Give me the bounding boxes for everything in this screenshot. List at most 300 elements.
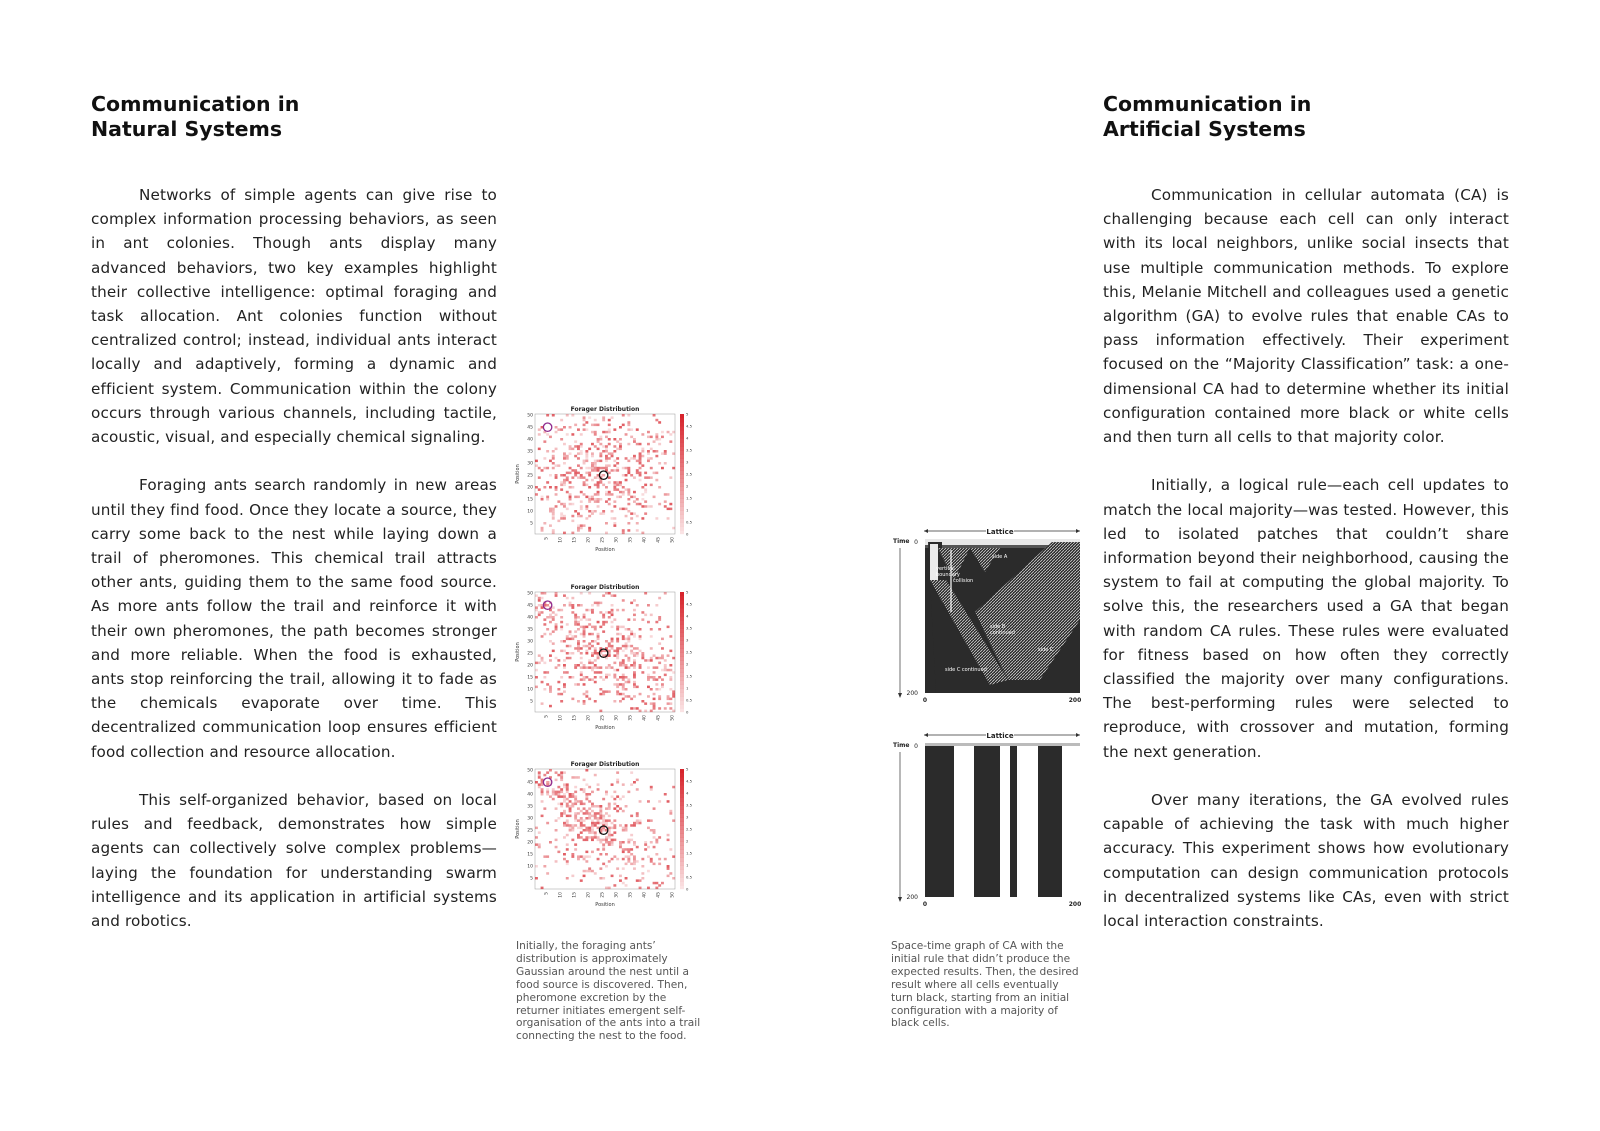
heat-cell	[538, 654, 541, 657]
heat-cell	[669, 503, 672, 506]
heat-cell	[630, 853, 633, 856]
heat-cell	[627, 491, 630, 494]
heat-cell	[541, 887, 544, 890]
heat-cell	[535, 827, 538, 830]
heat-cell	[636, 469, 639, 472]
heat-cell	[535, 616, 538, 619]
heat-cell	[583, 614, 586, 617]
heat-cell	[672, 786, 675, 789]
forager-plot-3	[513, 759, 698, 911]
heat-cell	[555, 819, 558, 822]
heat-cell	[608, 827, 611, 830]
colorbar-step	[680, 813, 684, 817]
heat-cell	[583, 788, 586, 791]
heat-cell	[546, 791, 549, 794]
heat-cell	[585, 452, 588, 455]
colorbar-step	[680, 426, 684, 430]
ca-annotation-side-b-cont-2: continued	[990, 630, 1015, 636]
heat-cell	[653, 863, 656, 866]
heat-cell	[622, 686, 625, 689]
heat-cell	[667, 669, 670, 672]
heat-cell	[613, 481, 616, 484]
heat-cell	[625, 676, 628, 679]
colorbar-tick-label: 3	[686, 814, 689, 820]
heat-cell	[616, 779, 619, 782]
time-label-1: Time	[893, 538, 910, 545]
heat-cell	[633, 674, 636, 677]
heat-cell	[552, 618, 555, 621]
heat-cell	[594, 602, 597, 605]
heat-cell	[557, 786, 560, 789]
heat-cell	[613, 798, 616, 801]
heat-cell	[664, 666, 667, 669]
colorbar-tick-label: 1.5	[686, 495, 693, 501]
heat-cell	[647, 452, 650, 455]
x-tick-label: 25	[600, 892, 606, 898]
y-tick-label: 5	[530, 876, 533, 882]
heat-cell	[602, 848, 605, 851]
heat-cell	[591, 836, 594, 839]
heat-cell	[602, 616, 605, 619]
colorbar-step	[680, 793, 684, 797]
heat-cell	[549, 688, 552, 691]
heat-cell	[555, 839, 558, 842]
heat-cell	[571, 805, 574, 808]
heat-cell	[591, 640, 594, 643]
heat-cell	[611, 640, 614, 643]
heat-cell	[535, 836, 538, 839]
heat-cell	[583, 428, 586, 431]
heat-cell	[616, 690, 619, 693]
heat-cell	[622, 664, 625, 667]
heat-cell	[599, 512, 602, 515]
heat-cell	[588, 855, 591, 858]
x-tick-label: 35	[628, 892, 634, 898]
heat-cell	[664, 450, 667, 453]
right-title-line-1: Communication in	[1103, 92, 1312, 116]
heat-cell	[569, 793, 572, 796]
heat-cell	[647, 819, 650, 822]
heat-cell	[608, 642, 611, 645]
heat-cell	[577, 529, 580, 532]
colorbar-step	[680, 785, 684, 789]
heat-cell	[627, 681, 630, 684]
ca-annotation-side-a: side A	[992, 554, 1008, 560]
heat-cell	[669, 476, 672, 479]
heat-cell	[560, 438, 563, 441]
heat-cell	[613, 484, 616, 487]
heat-cell	[588, 645, 591, 648]
colorbar-step	[680, 865, 684, 869]
heat-cell	[650, 829, 653, 832]
heat-cell	[627, 855, 630, 858]
t0-label-2: 0	[914, 743, 918, 750]
heat-cell	[588, 659, 591, 662]
heat-cell	[616, 810, 619, 813]
heat-cell	[538, 662, 541, 665]
heat-cell	[555, 486, 558, 489]
heat-cell	[602, 431, 605, 434]
heat-cell	[619, 647, 622, 650]
heat-cell	[625, 433, 628, 436]
colorbar-step	[680, 466, 684, 470]
heat-cell	[588, 515, 591, 518]
x-axis-label: Position	[595, 547, 615, 553]
heat-cell	[594, 431, 597, 434]
heat-cell	[616, 650, 619, 653]
heat-cell	[583, 645, 586, 648]
heat-cell	[599, 602, 602, 605]
heat-cell	[583, 628, 586, 631]
heat-cell	[538, 476, 541, 479]
heat-cell	[599, 841, 602, 844]
heat-cell	[546, 450, 549, 453]
heat-cell	[613, 676, 616, 679]
heat-cell	[577, 457, 580, 460]
heat-cell	[563, 683, 566, 686]
heat-cell	[583, 678, 586, 681]
colorbar-step	[680, 600, 684, 604]
heat-cell	[543, 671, 546, 674]
heat-cell	[602, 594, 605, 597]
heat-cell	[627, 635, 630, 638]
heat-cell	[563, 800, 566, 803]
heat-cell	[538, 774, 541, 777]
heat-cell	[591, 510, 594, 513]
heat-cell	[594, 424, 597, 427]
heat-cell	[577, 604, 580, 607]
heat-cell	[555, 829, 558, 832]
heat-cell	[571, 606, 574, 609]
heat-cell	[641, 532, 644, 535]
heat-cell	[669, 635, 672, 638]
x-tick-label: 35	[628, 715, 634, 721]
heat-cell	[608, 424, 611, 427]
heat-cell	[557, 851, 560, 854]
heat-cell	[667, 867, 670, 870]
heat-cell	[644, 592, 647, 595]
heat-cell	[669, 707, 672, 710]
heat-cell	[538, 597, 541, 600]
heat-cell	[591, 633, 594, 636]
heat-cell	[566, 805, 569, 808]
heat-cell	[588, 592, 591, 595]
heat-cell	[622, 414, 625, 417]
heat-cell	[616, 496, 619, 499]
x-tick-label: 10	[558, 537, 564, 543]
ca-figure-1	[890, 520, 1085, 710]
heat-cell	[667, 839, 670, 842]
heat-cell	[650, 860, 653, 863]
heat-cell	[644, 710, 647, 713]
heat-cell	[633, 491, 636, 494]
colorbar-step	[680, 482, 684, 486]
heat-cell	[608, 491, 611, 494]
heat-cell	[653, 693, 656, 696]
heat-cell	[577, 515, 580, 518]
heat-cell	[552, 450, 555, 453]
heat-cell	[619, 846, 622, 849]
left-paragraph-1: Networks of simple agents can give rise to complex information processing behaviors, as seen in ant colonies. Though ants display many advanced behaviors, two key examples highlight their collective intelligence: optimal foraging and task allocation. Ant colonies function without centralized control; instead, individual ants interact locally and adaptively, forming a dynamic and efficient system. Communication within the colony occurs through various channels, including tactile, acoustic, visual, and especially chemical signaling.	[91, 186, 497, 447]
heat-cell	[535, 877, 538, 880]
heat-cell	[543, 807, 546, 810]
heat-cell	[552, 606, 555, 609]
heat-cell	[647, 436, 650, 439]
heat-cell	[577, 448, 580, 451]
heat-cell	[566, 786, 569, 789]
heat-cell	[639, 467, 642, 470]
heat-cell	[577, 428, 580, 431]
heat-cell	[613, 791, 616, 794]
heat-cell	[641, 652, 644, 655]
colorbar-tick-label: 3.5	[686, 447, 693, 453]
heat-cell	[672, 690, 675, 693]
colorbar-step	[680, 805, 684, 809]
heat-cell	[669, 669, 672, 672]
y-tick-label: 10	[527, 509, 533, 515]
ca-annotation-collision: collision	[953, 578, 974, 584]
heat-cell	[639, 628, 642, 631]
heat-cell	[546, 872, 549, 875]
colorbar-step	[680, 877, 684, 881]
heat-cell	[569, 493, 572, 496]
heat-cell	[585, 839, 588, 842]
heat-cell	[627, 443, 630, 446]
heat-cell	[602, 678, 605, 681]
heat-cell	[619, 496, 622, 499]
heat-cell	[622, 486, 625, 489]
heat-cell	[574, 630, 577, 633]
heat-cell	[611, 611, 614, 614]
heat-cell	[583, 460, 586, 463]
heat-cell	[583, 626, 586, 629]
heat-cell	[655, 517, 658, 520]
heat-cell	[555, 493, 558, 496]
tend-label-1: 200	[906, 690, 918, 697]
heat-cell	[594, 467, 597, 470]
colorbar-tick-label: 4	[686, 435, 689, 441]
heat-cell	[546, 683, 549, 686]
heat-cell	[608, 645, 611, 648]
heat-cell	[585, 472, 588, 475]
heat-cell	[613, 807, 616, 810]
heat-cell	[608, 472, 611, 475]
heat-cell	[613, 524, 616, 527]
x-tick-label: 45	[656, 715, 662, 721]
heat-cell	[555, 791, 558, 794]
heat-cell	[655, 683, 658, 686]
heat-cell	[549, 841, 552, 844]
heat-cell	[653, 831, 656, 834]
heat-cell	[639, 666, 642, 669]
heat-cell	[571, 433, 574, 436]
y-axis-label: Position	[515, 464, 521, 484]
heat-cell	[658, 657, 661, 660]
heat-cell	[616, 440, 619, 443]
heat-cell	[580, 657, 583, 660]
heat-cell	[644, 476, 647, 479]
heat-cell	[574, 824, 577, 827]
ca-spacetime-plot-2	[890, 724, 1085, 914]
x-tick-label: 15	[572, 537, 578, 543]
heat-cell	[608, 493, 611, 496]
heat-cell	[644, 472, 647, 475]
x-tick-label: 20	[586, 715, 592, 721]
heat-cell	[585, 783, 588, 786]
heat-cell	[639, 503, 642, 506]
y-tick-label: 25	[527, 828, 533, 834]
heat-cell	[630, 707, 633, 710]
heat-cell	[611, 452, 614, 455]
heat-cell	[538, 428, 541, 431]
heat-cell	[641, 517, 644, 520]
heat-cell	[630, 457, 633, 460]
heat-cell	[583, 484, 586, 487]
heat-cell	[555, 657, 558, 660]
heat-cell	[560, 512, 563, 515]
heat-cell	[538, 599, 541, 602]
heat-cell	[613, 505, 616, 508]
heat-cell	[605, 445, 608, 448]
heat-cell	[611, 834, 614, 837]
forager-figure-2	[513, 582, 698, 734]
heat-cell	[613, 486, 616, 489]
colorbar-step	[680, 612, 684, 616]
heat-cell	[619, 426, 622, 429]
heat-cell	[602, 863, 605, 866]
heat-cell	[594, 836, 597, 839]
heat-cell	[619, 438, 622, 441]
heat-cell	[597, 481, 600, 484]
heat-cell	[636, 443, 639, 446]
heat-cell	[633, 707, 636, 710]
x-axis-label: Position	[595, 725, 615, 731]
heat-cell	[585, 450, 588, 453]
colorbar-step	[680, 518, 684, 522]
heat-cell	[571, 604, 574, 607]
heat-cell	[619, 824, 622, 827]
heat-cell	[613, 674, 616, 677]
heat-cell	[585, 829, 588, 832]
heat-cell	[650, 819, 653, 822]
heat-cell	[605, 493, 608, 496]
heat-cell	[594, 805, 597, 808]
y-tick-label: 20	[527, 663, 533, 669]
heat-cell	[591, 467, 594, 470]
heat-cell	[622, 688, 625, 691]
heat-cell	[630, 512, 633, 515]
heat-cell	[541, 793, 544, 796]
heat-cell	[655, 479, 658, 482]
colorbar-step	[680, 510, 684, 514]
heat-cell	[639, 472, 642, 475]
heat-cell	[619, 448, 622, 451]
heat-cell	[658, 443, 661, 446]
heat-cell	[580, 662, 583, 665]
heat-cell	[588, 829, 591, 832]
heat-cell	[535, 676, 538, 679]
heat-cell	[669, 702, 672, 705]
heat-cell	[613, 460, 616, 463]
heat-cell	[580, 443, 583, 446]
heat-cell	[585, 609, 588, 612]
heat-cell	[667, 493, 670, 496]
heat-cell	[641, 498, 644, 501]
heat-cell	[563, 481, 566, 484]
heat-cell	[571, 855, 574, 858]
heat-cell	[633, 614, 636, 617]
heat-cell	[546, 788, 549, 791]
heat-cell	[588, 827, 591, 830]
y-tick-label: 10	[527, 687, 533, 693]
colorbar-step	[680, 708, 684, 712]
xend-label-1: 200	[1068, 697, 1082, 704]
heat-cell	[641, 611, 644, 614]
heat-cell	[588, 498, 591, 501]
heat-cell	[543, 633, 546, 636]
heat-cell	[594, 822, 597, 825]
heat-cell	[585, 496, 588, 499]
heat-cell	[627, 638, 630, 641]
heat-cell	[557, 520, 560, 523]
heat-cell	[641, 865, 644, 868]
heat-cell	[566, 860, 569, 863]
heat-cell	[585, 693, 588, 696]
heat-cell	[616, 858, 619, 861]
heat-cell	[555, 505, 558, 508]
heat-cell	[585, 505, 588, 508]
heat-cell	[577, 616, 580, 619]
heat-cell	[605, 865, 608, 868]
colorbar-tick-label: 2.5	[686, 649, 693, 655]
heat-cell	[585, 810, 588, 813]
heat-cell	[667, 508, 670, 511]
heat-cell	[630, 436, 633, 439]
heat-cell	[616, 686, 619, 689]
heat-cell	[555, 623, 558, 626]
x-tick-label: 30	[614, 715, 620, 721]
heat-cell	[641, 450, 644, 453]
colorbar-step	[680, 692, 684, 696]
heat-cell	[627, 414, 630, 417]
heat-cell	[616, 654, 619, 657]
heat-cell	[588, 486, 591, 489]
heat-cell	[619, 445, 622, 448]
heat-cell	[597, 858, 600, 861]
heat-cell	[552, 791, 555, 794]
heat-cell	[583, 416, 586, 419]
heat-cell	[641, 877, 644, 880]
heat-cell	[588, 474, 591, 477]
heat-cell	[622, 882, 625, 885]
heat-cell	[613, 450, 616, 453]
heat-cell	[566, 638, 569, 641]
heat-cell	[563, 824, 566, 827]
heat-cell	[633, 666, 636, 669]
heat-cell	[588, 800, 591, 803]
heat-cell	[597, 839, 600, 842]
heat-cell	[613, 517, 616, 520]
heat-cell	[563, 666, 566, 669]
heat-cell	[571, 597, 574, 600]
heat-cell	[591, 829, 594, 832]
heat-cell	[653, 472, 656, 475]
heat-cell	[639, 455, 642, 458]
heat-cell	[594, 817, 597, 820]
heat-cell	[613, 500, 616, 503]
heat-cell	[608, 860, 611, 863]
heat-cell	[605, 448, 608, 451]
